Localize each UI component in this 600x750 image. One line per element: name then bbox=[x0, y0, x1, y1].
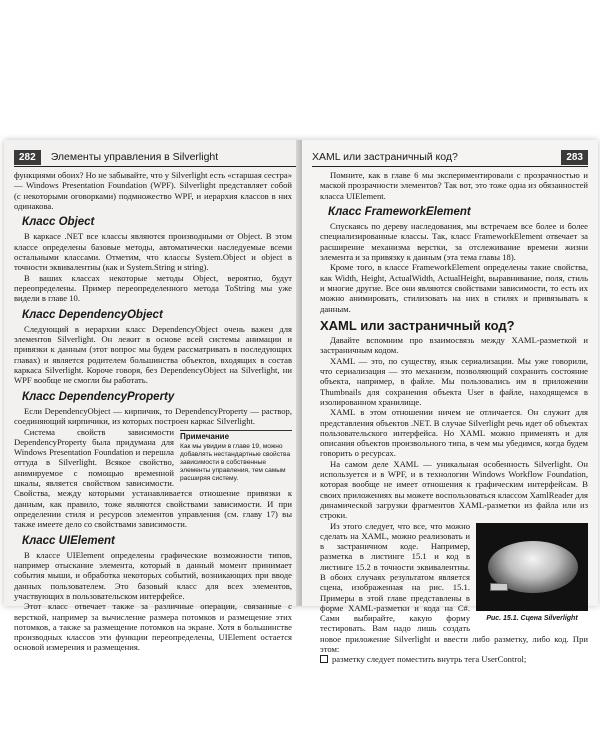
left-page-header bbox=[14, 148, 296, 166]
section-heading-object: Класс Object bbox=[22, 216, 95, 229]
right-page-number: 283 bbox=[561, 150, 588, 165]
checkbox-bullet-icon bbox=[320, 655, 328, 663]
xaml-paragraph-4: На самом деле XAML — уникальная особенность Silverlight. Он используется и в WPF, и в технологии Windows Workflow Foundation, которая вообще не имеет отношения к графическим интерфейсам. В своих приложениях вы можете воспользоваться классом XamlReader для динамической загрузки фрагментов XAML-разметки из файла или из строки. bbox=[320, 458, 588, 521]
note-title: Примечание bbox=[180, 431, 230, 441]
scene-button-shape bbox=[490, 583, 508, 591]
frameworkelement-paragraph-1: Спускаясь по дереву наследования, мы встречаем все более и более специализированные классы. Так, класс FrameworkElement отвечает за расширение механизма верстки, за отслеживание времени жизни элемента и за привязку к данным (эта тема главы 18). bbox=[320, 221, 588, 263]
object-paragraph-1: В каркасе .NET все классы являются производными от Object. В этом классе определены базовые методы, автоматически наследуемые всеми остальными классами. Отметим, что классы System.Object и object в точности эквивалентны (как и System.String и string). bbox=[14, 231, 292, 273]
note-box bbox=[180, 430, 292, 483]
left-page-text bbox=[14, 170, 292, 653]
xaml-paragraph-5: Из этого следует, что все, что можно сделать на XAML, можно реализовать и в застраничном коде. Например, разметка в листинге 15.1 и код в листинге 15.2 в точности эквивалентны. В обоих случаях результатом является сцена, изображенная на рис. 15.1. Примеры в этой главе представлены в форме XAML-разметки и кода на C#. Сами выбирайте, какую форму тестировать. Вам надо лишь создать новое приложение Silverlight и ввести либо разметку, либо код. При этом: bbox=[320, 520, 588, 655]
right-page-header bbox=[312, 148, 588, 166]
bullet-text: разметку следует поместить внутрь тега UserControl; bbox=[332, 654, 527, 665]
xaml-paragraph-2: XAML — это, по существу, язык сериализации. Мы уже говорили, что сериализация — это механизм, позволяющий сохранить состояние объекта, например, в файле. Мы пользовались им в приложении Thumbnails для сохранения объекта User в файле, находящемся в изолированном хранилище. bbox=[320, 355, 588, 407]
dependencyproperty-paragraph-1: Если DependencyObject — кирпичик, то DependencyProperty — раствор, соединяющий кирпичики, из которых построен каркас Silverlight. bbox=[14, 405, 292, 427]
note-text: Как мы увидим в главе 19, можно добавлять нестандартные свойства зависимости в собственные элементы управления, тем самым расширяя систему. bbox=[180, 442, 291, 482]
uielement-paragraph-2: Этот класс отвечает также за различные операции, связанные с версткой, например за вычисление размера потомков и размещение этих потомков, а также за размещение потомков на экране. Хотя в большинстве производных классов эти функции переопределены, UIElement остается основой измерения и размещения. bbox=[14, 601, 292, 653]
section-heading-xaml: XAML или застраничный код? bbox=[320, 317, 515, 333]
right-page bbox=[302, 140, 598, 665]
right-page-text bbox=[320, 170, 588, 665]
section-heading-dependencyobject: Класс DependencyObject bbox=[22, 308, 163, 321]
open-book-spread bbox=[4, 140, 598, 665]
dependencyproperty-paragraph-2: Система свойств зависимости DependencyProperty была придумана для Windows Presentation Foundation и перешла оттуда в Silverlight. Всякое свойство, анимируемое с помощью временной шкалы, является свойством зависимости. Свойства, между которыми устанавливается отношение привязки к данным, как правило, тоже являются свойствами зависимости. И при определении стиля и ресурсов элементов управления (см. главу 17) вы также имеете дело со свойствами зависимости. bbox=[14, 426, 292, 530]
section-heading-uielement: Класс UIElement bbox=[22, 534, 115, 547]
bullet-item bbox=[320, 654, 588, 664]
right-running-header: XAML или застраничный код? bbox=[312, 151, 458, 163]
right-intro-paragraph: Помните, как в главе 6 мы экспериментировали с прозрачностью и маской прозрачности элементов? Так вот, это тоже одна из обязанностей класса UIElement. bbox=[320, 170, 588, 201]
section-heading-frameworkelement: Класс FrameworkElement bbox=[328, 205, 471, 218]
dependencyobject-paragraph: Следующий в иерархии класс DependencyObject очень важен для элементов Silverlight. Он лежит в основе всей системы анимации и привязки к данным (этот вопрос мы будем рассматривать в последующих главах) и является родителем большинства объектов, входящих в состав каркаса Silverlight. Короче говоря, без DependencyObject на Silverlight, ни WPF вообще не смогли бы работать. bbox=[14, 323, 292, 386]
left-page bbox=[4, 140, 300, 653]
section-heading-dependencyproperty: Класс DependencyProperty bbox=[22, 390, 175, 403]
object-paragraph-2: В ваших классах некоторые методы Object, вероятно, будут переопределены. Пример переопределенного метода ToString мы уже видели в главе 10. bbox=[14, 272, 292, 304]
left-intro-paragraph: функциями обоих? Но не забывайте, что у Silverlight есть «старшая сестра» — Windows Presentation Foundation (WPF). Silverlight представляет собой (с некоторыми оговорками) подмножество WPF, и иерархия классов в них одинакова. bbox=[14, 170, 292, 211]
right-header-rule bbox=[312, 166, 588, 167]
uielement-paragraph-1: В классе UIElement определены графические возможности типов, например отыскание элемента, который в данный момент принимает события мыши, и обработка некоторых событий, возникающих при вводе данных пользователем. Это базовый класс для всех элементов, участвующих в пользовательском интерфейсе. bbox=[14, 549, 292, 601]
xaml-paragraph-1: Давайте вспомним про взаимосвязь между XAML-разметкой и застраничным кодом. bbox=[320, 335, 588, 356]
left-page-number: 282 bbox=[14, 150, 41, 165]
left-running-header: Элементы управления в Silverlight bbox=[50, 151, 219, 163]
frameworkelement-paragraph-2: Кроме того, в классе FrameworkElement определены такие свойства, как Width, Height, ActualWidth, ActualHeight, выравнивание, поля, стиль и многие другие. Все они являются свойствами зависимости, то есть их можно анимировать, стилизовать на них в стилях и привязывать к данным. bbox=[320, 262, 588, 314]
left-header-rule bbox=[14, 166, 296, 167]
xaml-paragraph-3: XAML в этом отношении ничем не отличается. Он служит для представления объектов .NET. В случае Silverlight речь идет об объектах пользовательского интерфейса. Но XAML можно применять и для описания объектов произвольного типа, в чем мы убедимся, когда будем говорить о ресурсах. bbox=[320, 407, 588, 459]
figure-15-1 bbox=[476, 523, 588, 624]
silverlight-scene-image bbox=[476, 523, 588, 611]
figure-caption: Рис. 15.1. Сцена Silverlight bbox=[486, 614, 578, 622]
